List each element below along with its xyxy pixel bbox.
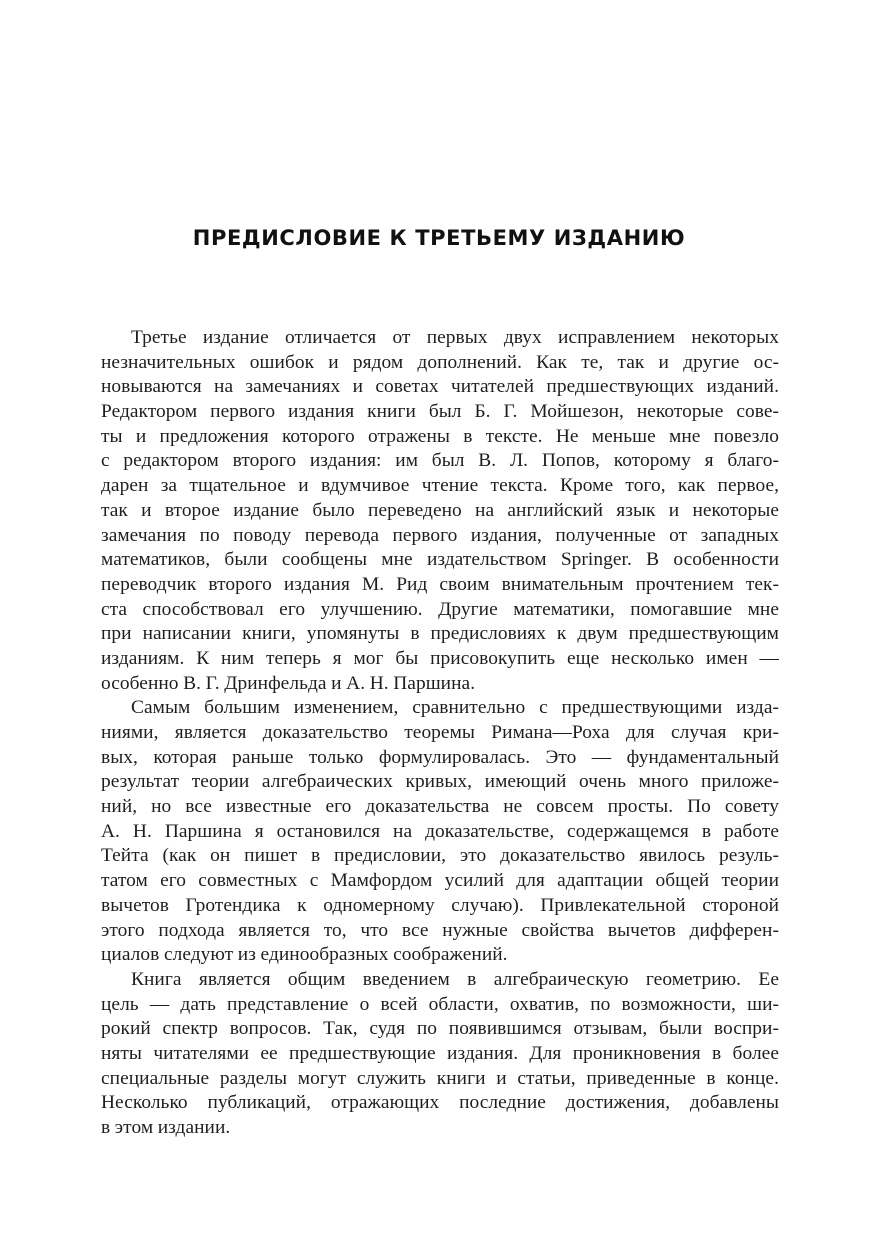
paragraph-line: так и второе издание было переведено на английский язык и некоторые bbox=[101, 499, 779, 521]
preface-body bbox=[101, 326, 779, 1141]
paragraph-3 bbox=[101, 968, 779, 1141]
paragraph-line: переводчик второго издания М. Рид своим внимательным прочтением тек- bbox=[101, 573, 779, 595]
paragraph-line: незначительных ошибок и рядом дополнений. Как те, так и другие ос- bbox=[101, 351, 779, 373]
paragraph-line: вычетов Гротендика к одномерному случаю). Привлекательной стороной bbox=[101, 894, 779, 916]
paragraph-line: няты читателями ее предшествующие издания. Для проникновения в более bbox=[101, 1042, 779, 1064]
paragraph-line: особенно В. Г. Дринфельда и А. Н. Паршина. bbox=[101, 672, 476, 694]
paragraph-line: Третье издание отличается от первых двух исправлением некоторых bbox=[131, 327, 779, 348]
paragraph-line: Редактором первого издания книги был Б. Г. Мойшезон, некоторые сове- bbox=[101, 401, 779, 423]
paragraph-line: изданиям. К ним теперь я мог бы присовокупить еще несколько имен — bbox=[101, 647, 779, 669]
paragraph-line: татом его совместных с Мамфордом усилий для адаптации общей теории bbox=[101, 870, 779, 892]
paragraph-line: этого подхода является то, что все нужные свойства вычетов дифферен- bbox=[101, 919, 779, 941]
paragraph-line: Несколько публикаций, отражающих последние достижения, добавлены bbox=[101, 1092, 779, 1114]
paragraph-line: цель — дать представление о всей области, охватив, по возможности, ши- bbox=[101, 993, 779, 1015]
page-title: ПРЕДИСЛОВИЕ К ТРЕТЬЕМУ ИЗДАНИЮ bbox=[192, 226, 686, 250]
paragraph-line: Тейта (как он пишет в предисловии, это доказательство явилось резуль- bbox=[101, 845, 779, 867]
paragraph-1 bbox=[101, 326, 779, 696]
paragraph-line: результат теории алгебраических кривых, имеющий очень много приложе- bbox=[101, 771, 779, 793]
paragraph-line: замечания по поводу перевода первого издания, полученные от западных bbox=[101, 524, 779, 546]
paragraph-line: вых, которая раньше только формулировалась. Это — фундаментальный bbox=[101, 746, 779, 768]
paragraph-line: ты и предложения которого отражены в тексте. Не меньше мне повезло bbox=[101, 425, 779, 447]
paragraph-line: новываются на замечаниях и советах читателей предшествующих изданий. bbox=[101, 376, 779, 398]
paragraph-line: дарен за тщательное и вдумчивое чтение текста. Кроме того, как первое, bbox=[101, 475, 779, 497]
paragraph-line: А. Н. Паршина я остановился на доказательстве, содержащемся в работе bbox=[101, 820, 779, 842]
paragraph-line: циалов следуют из единообразных соображений. bbox=[101, 944, 508, 966]
paragraph-line: с редактором второго издания: им был В. Л. Попов, которому я благо- bbox=[101, 450, 779, 472]
paragraph-2 bbox=[101, 696, 779, 968]
paragraph-line: ний, но все известные его доказательства не совсем просты. По совету bbox=[101, 796, 779, 818]
paragraph-line: в этом издании. bbox=[101, 1117, 231, 1138]
paragraph-line: Книга является общим введением в алгебраическую геометрию. Ее bbox=[131, 968, 779, 990]
paragraph-line: рокий спектр вопросов. Так, судя по появившимся отзывам, были воспри- bbox=[101, 1018, 779, 1040]
paragraph-line: математиков, были сообщены мне издательством Springer. В особенности bbox=[101, 549, 779, 571]
paragraph-line: при написании книги, упомянуты в предисловиях к двум предшествующим bbox=[101, 623, 779, 645]
paragraph-line: ниями, является доказательство теоремы Римана—Роха для случая кри- bbox=[101, 722, 779, 743]
paragraph-line: ста способствовал его улучшению. Другие математики, помогавшие мне bbox=[101, 598, 779, 620]
paragraph-line: специальные разделы могут служить книги и статьи, приведенные в конце. bbox=[101, 1067, 779, 1089]
paragraph-line: Самым большим изменением, сравнительно с предшествующими изда- bbox=[131, 697, 779, 719]
